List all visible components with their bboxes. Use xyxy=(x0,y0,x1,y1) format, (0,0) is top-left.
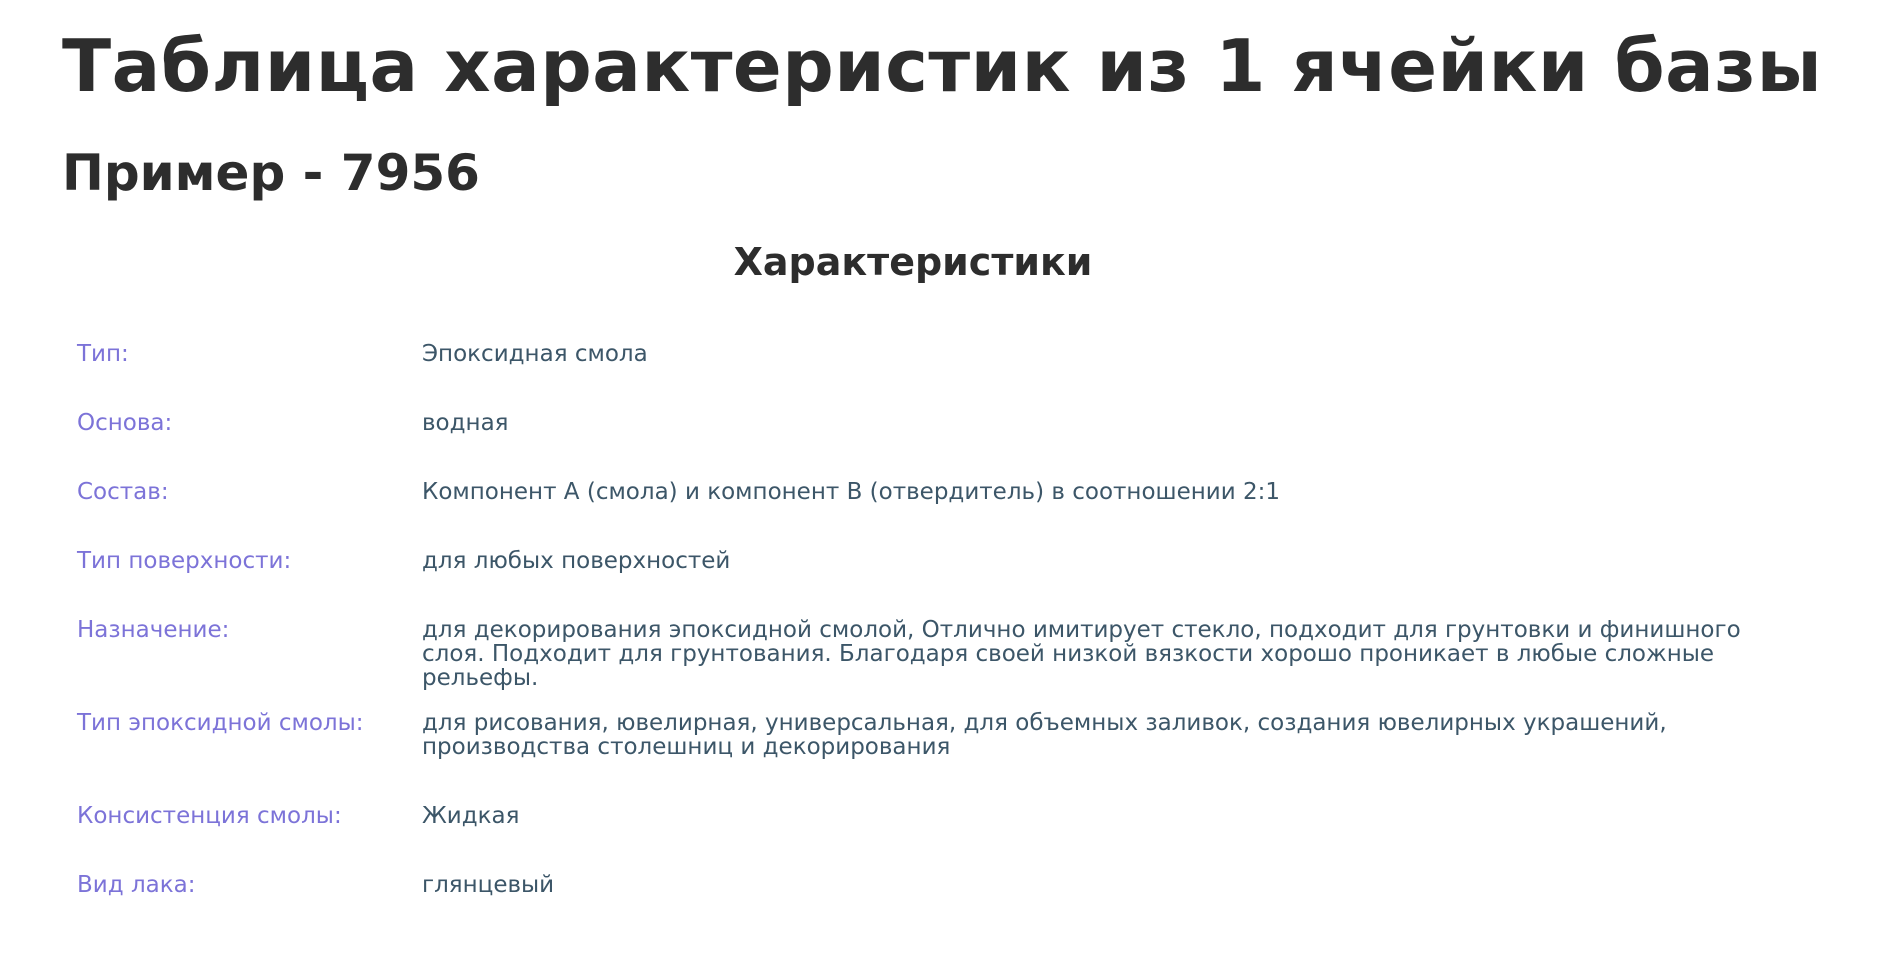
characteristic-label: Вид лака: xyxy=(77,872,196,898)
characteristic-value: Компонент А (смола) и компонент В (отвердитель) в соотношении 2:1 xyxy=(422,479,1280,505)
example-subtitle: Пример - 7956 xyxy=(62,144,480,202)
characteristic-value: глянцевый xyxy=(422,872,555,898)
characteristics-table xyxy=(77,342,1817,942)
characteristic-row-base xyxy=(77,411,1817,480)
characteristic-row-purpose xyxy=(77,618,1817,711)
page-title: Таблица характеристик из 1 ячейки базы xyxy=(62,24,1823,108)
characteristic-row-type xyxy=(77,342,1817,411)
characteristic-row-epoxy-type xyxy=(77,711,1817,804)
characteristic-row-consistency xyxy=(77,804,1817,873)
characteristic-row-composition xyxy=(77,480,1817,549)
characteristic-label: Тип: xyxy=(77,341,129,367)
characteristic-label: Назначение: xyxy=(77,617,230,643)
characteristic-row-varnish-type xyxy=(77,873,1817,942)
characteristic-label: Тип поверхности: xyxy=(77,548,292,574)
characteristic-value: для рисования, ювелирная, универсальная, для объемных заливок, создания ювелирных украшений, производства столешниц и декорирования xyxy=(422,710,1667,760)
characteristic-value: Эпоксидная смола xyxy=(422,341,648,367)
characteristic-label: Состав: xyxy=(77,479,169,505)
characteristics-heading: Характеристики xyxy=(733,240,1093,284)
characteristic-label: Консистенция смолы: xyxy=(77,803,342,829)
characteristic-value: для декорирования эпоксидной смолой, Отлично имитирует стекло, подходит для грунтовки и финишного слоя. Подходит для грунтования. Благодаря своей низкой вязкости хорошо проникает в любые сложные рельефы. xyxy=(422,617,1741,691)
characteristic-row-surface-type xyxy=(77,549,1817,618)
characteristic-value: для любых поверхностей xyxy=(422,548,731,574)
characteristic-value: водная xyxy=(422,410,509,436)
characteristic-value: Жидкая xyxy=(422,803,520,829)
characteristic-label: Основа: xyxy=(77,410,173,436)
characteristic-label: Тип эпоксидной смолы: xyxy=(77,710,364,736)
